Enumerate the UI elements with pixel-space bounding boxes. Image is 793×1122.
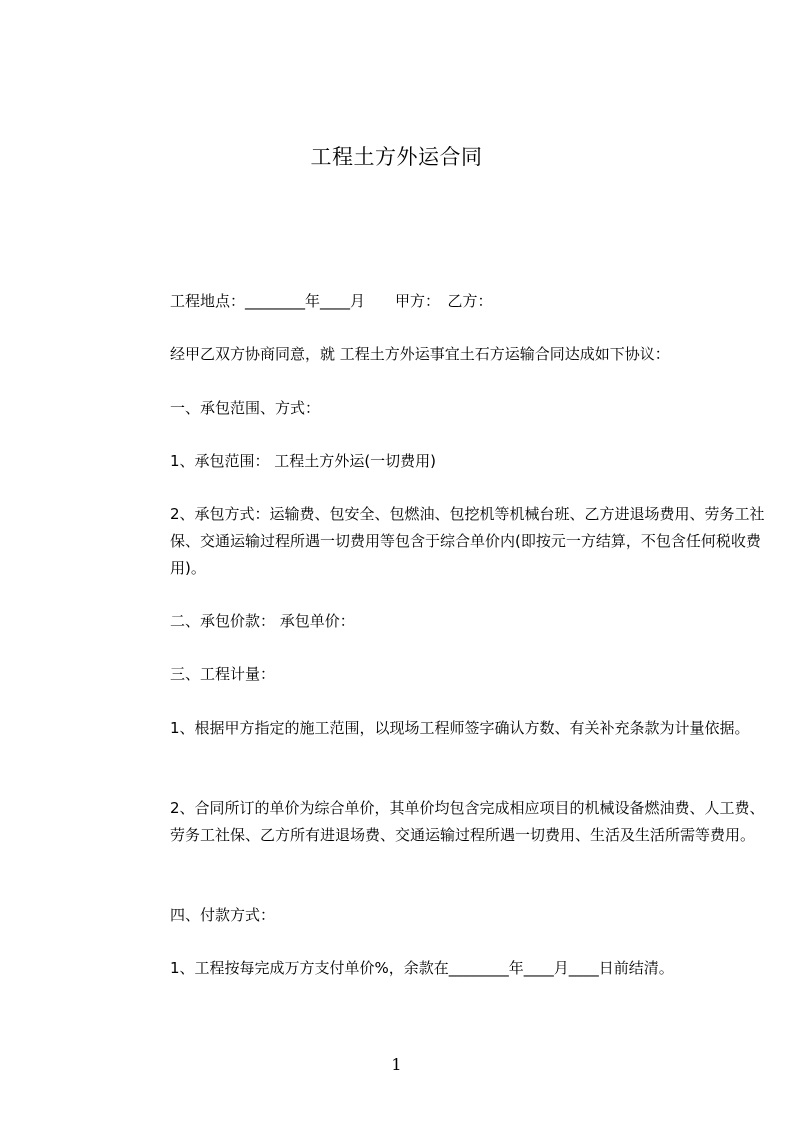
document-title: 工程土方外运合同: [310, 145, 483, 169]
paragraph-measurement-basis: 1、根据甲方指定的施工范围，以现场工程师签字确认方数、有关补充条款为计量依据。: [170, 719, 750, 737]
section-heading-price: 二、承包价款： 承包单价：: [170, 612, 355, 630]
paragraph-method: 2、承包方式：运输费、包安全、包燃油、包挖机等机械台班、乙方进退场费用、劳务工社保、交通运输过程所遇一切费用等包含于综合单价内(即按元一方结算，不包含任何税收费用)。: [170, 505, 765, 577]
section-heading-scope: 一、承包范围、方式：: [170, 399, 321, 417]
paragraph-unit-price: 2、合同所订的单价为综合单价，其单价均包含完成相应项目的机械设备燃油费、人工费、劳务工社保、乙方所有进退场费、交通运输过程所遇一切费用、生活及生活所需等费用。: [170, 799, 765, 844]
section-heading-payment: 四、付款方式：: [170, 906, 276, 924]
paragraph-location: 工程地点：________年____月 甲方： 乙方：: [170, 292, 493, 310]
paragraph-scope: 1、承包范围： 工程土方外运(一切费用): [170, 452, 437, 470]
paragraph-payment-terms: 1、工程按每完成万方支付单价%，余款在________年____月____日前结清。: [170, 959, 674, 977]
paragraph-agreement-intro: 经甲乙双方协商同意，就 工程土方外运事宜土石方运输合同达成如下协议：: [170, 345, 670, 363]
page-number: 1: [391, 1055, 402, 1074]
section-heading-measurement: 三、工程计量：: [170, 665, 276, 683]
